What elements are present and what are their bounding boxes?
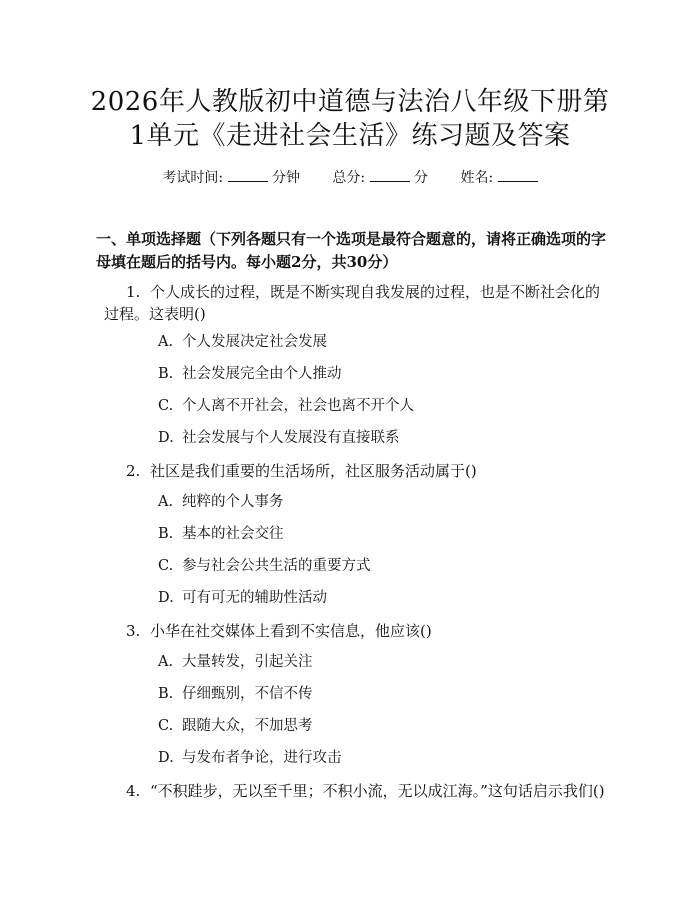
option-letter: C. [158, 718, 174, 734]
question-3-stem [104, 620, 604, 642]
question-3-option-c [158, 716, 313, 736]
exam-time-unit: 分钟 [271, 170, 300, 186]
question-2-number: 2. [126, 462, 141, 480]
question-1-option-a [158, 332, 327, 352]
question-1-option-c [158, 396, 414, 416]
question-2-option-b [158, 524, 284, 544]
option-text: 基本的社会交往 [182, 526, 284, 542]
option-letter: C. [158, 398, 174, 414]
total-score-field [332, 168, 428, 188]
question-1-option-b [158, 364, 342, 384]
option-text: 社会发展完全由个人推动 [182, 366, 342, 382]
question-1-stem [104, 281, 604, 325]
option-text: 仔细甄别，不信不传 [182, 686, 313, 702]
option-text: 个人离不开社会，社会也离不开个人 [182, 398, 414, 414]
option-letter: A. [158, 494, 174, 510]
question-4-text: “不积跬步，无以至千里；不积小流，无以成江海。”这句话启示我们() [150, 782, 605, 800]
question-3-option-d [158, 748, 342, 768]
option-text: 大量转发，引起关注 [182, 654, 313, 670]
option-text: 社会发展与个人发展没有直接联系 [182, 430, 400, 446]
question-2-stem [104, 460, 604, 482]
total-score-blank [370, 169, 410, 182]
name-label: 姓名: [460, 170, 494, 186]
option-letter: B. [158, 366, 174, 382]
option-text: 跟随大众，不加思考 [182, 718, 313, 734]
question-2-text: 社区是我们重要的生活场所，社区服务活动属于() [150, 462, 477, 480]
option-letter: C. [158, 558, 174, 574]
option-letter: A. [158, 654, 174, 670]
question-1-text: 个人成长的过程，既是不断实现自我发展的过程，也是不断社会化的过程。这表明() [104, 283, 601, 323]
exam-time-label: 考试时间: [162, 170, 224, 186]
option-letter: B. [158, 526, 174, 542]
question-2-option-c [158, 556, 371, 576]
name-field [460, 168, 537, 188]
question-1-number: 1. [126, 283, 141, 301]
exam-meta-row [0, 168, 700, 188]
option-text: 与发布者争论，进行攻击 [182, 750, 342, 766]
option-text: 个人发展决定社会发展 [182, 334, 327, 350]
document-title-line-1: 2026年人教版初中道德与法治八年级下册第 [90, 87, 610, 117]
question-4-stem [104, 780, 604, 802]
option-letter: D. [158, 750, 174, 766]
section-heading: 一、单项选择题（下列各题只有一个选项是最符合题意的，请将正确选项的字母填在题后的括号内。每小题2分，共30分） [96, 230, 607, 271]
question-2-option-d [158, 588, 327, 608]
question-3-text: 小华在社交媒体上看到不实信息，他应该() [150, 622, 432, 640]
exam-time-field [162, 168, 300, 188]
option-letter: A. [158, 334, 174, 350]
option-letter: D. [158, 590, 174, 606]
question-1-option-d [158, 428, 400, 448]
question-3-option-b [158, 684, 313, 704]
option-text: 纯粹的个人事务 [182, 494, 284, 510]
question-4-number: 4. [126, 782, 141, 800]
total-score-unit: 分 [414, 170, 429, 186]
question-3-number: 3. [126, 622, 141, 640]
option-text: 参与社会公共生活的重要方式 [182, 558, 371, 574]
exam-time-blank [228, 169, 268, 182]
option-letter: B. [158, 686, 174, 702]
option-text: 可有可无的辅助性活动 [182, 590, 327, 606]
document-title-line-2: 1单元《走进社会生活》练习题及答案 [129, 121, 571, 151]
question-2-option-a [158, 492, 284, 512]
option-letter: D. [158, 430, 174, 446]
name-blank [498, 169, 538, 182]
question-3-option-a [158, 652, 313, 672]
total-score-label: 总分: [332, 170, 366, 186]
